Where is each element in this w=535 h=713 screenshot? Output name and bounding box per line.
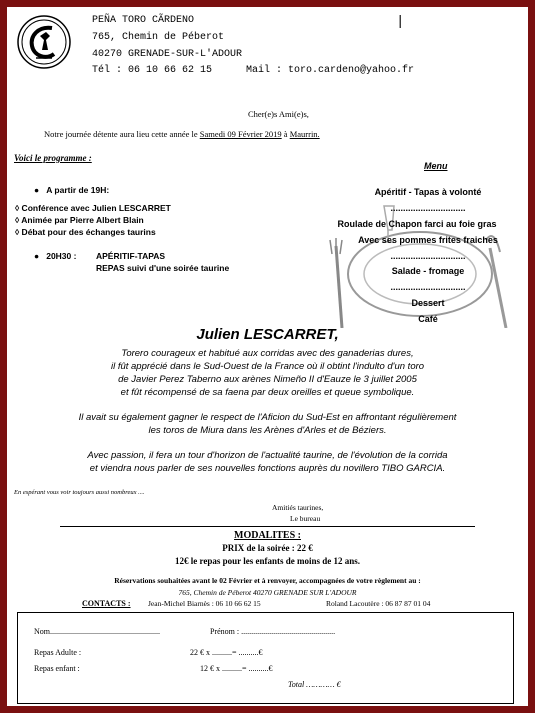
pena-logo-icon [16,14,72,70]
para3-line-2: et viendra nous parler de ses nouvelles fonctions auprès du novillero TIBO GARCIA. [89,463,446,474]
address-line-2: 40270 GRENADE-SUR-L'ADOUR [92,49,243,60]
program-time-1-text: A partir de 19H: [46,185,110,195]
menu-dots-1: .............................. [390,203,466,213]
menu-dots-2: .............................. [390,251,466,261]
para2-line-2: les toros de Miura dans les Arènes d'Arles et de Béziers. [148,425,387,436]
form-total[interactable]: Total ………… € [288,680,341,689]
para1-line-1: Torero courageux et habitué aux corridas avec des ganaderias dures, [121,348,414,359]
program-repas: REPAS suivi d'une soirée taurine [96,263,230,273]
greeting: Cher(e)s Ami(e)s, [248,109,309,119]
modalites-price: PRIX de la soirée : 22 € [222,543,313,553]
program-title: Voici le programme : [14,153,92,163]
email: Mail : toro.cardeno@yahoo.fr [246,65,415,76]
menu-line-1: Apéritif - Tapas à volonté [374,187,482,197]
program-time-1: ● A partir de 19H: [34,185,110,195]
form-enfant-label: Repas enfant : [34,664,80,673]
form-nom-field[interactable]: Nom....................................................... [34,627,160,636]
closing-regards: Amitiés taurines, [272,503,324,512]
program-item-2: ◊ Animée par Pierre Albert Blain [15,215,144,225]
modalites-kids: 12€ le repas pour les enfants de moins de 12 ans. [175,556,360,566]
form-adulte-label: Repas Adulte : [34,648,82,657]
form-prenom-field[interactable]: Prénom : ............................................... [210,627,336,636]
program-item-1: ◊ Conférence avec Julien LESCARRET [15,203,171,213]
intro-at: à [283,129,288,139]
program-time-2: ● 20H30 : [34,251,77,261]
event-date: Samedi 09 Février 2019 [199,129,282,139]
form-enfant-calc[interactable]: 12 € x ..........= ..........€ [200,664,273,673]
menu-line-4: Salade - fromage [391,266,465,276]
para2-line-1: Il avait su également gagner le respect de l'Aficion du Sud-Est en affrontant régulièrement [78,412,457,423]
menu-dots-3: .............................. [390,282,466,292]
modalites-address: 765, Chemin de Péberot 40270 GRENADE SUR L'ADOUR [178,588,357,597]
contact-2: Roland Lacoutère : 06 87 87 01 04 [326,599,431,608]
speaker-name: Julien LESCARRET, [196,326,339,343]
menu-line-6: Café [418,314,438,324]
modalites-title: MODALITES : [234,530,301,541]
para3-line-1: Avec passion, il fera un tour d'horizon de l'actualité taurine, de l'évolution de la corrida [87,450,448,461]
program-item-3: ◊ Débat pour des échanges taurins [15,227,156,237]
menu-line-5: Dessert [411,298,445,308]
menu-line-2: Roulade de Chapon farci au foie gras [337,219,497,229]
closing-hope: En espérant vous voir toujours aussi nombreux .... [14,489,145,496]
intro-prefix: Notre journée détente aura lieu cette année le [44,129,198,139]
phone: Tél : 06 10 66 62 15 [92,65,213,76]
program-aperitif: APÉRITIF-TAPAS [96,251,166,261]
para1-line-2: il fût apprécié dans le Sud-Ouest de la France où il obtint l'indulto d'un toro [110,361,425,372]
text-cursor: | [396,14,405,30]
para1-line-3: de Javier Perez Taberno aux arènes Nimeño II d'Eauze le 3 juillet 2005 [118,374,417,385]
registration-form [17,612,514,704]
menu-line-3: Avec ses pommes frites fraiches [358,235,498,245]
form-adulte-calc[interactable]: 22 € x ..........= ..........€ [190,648,263,657]
pena-name: PEÑA TORO CÃRDENO [92,15,195,26]
contact-1: Jean-Michel Biarnès : 06 10 66 62 15 [148,599,261,608]
address-line-1: 765, Chemin de Péberot [92,32,225,43]
event-place: Maurrin. [289,129,320,139]
program-time-2-text: 20H30 : [46,251,77,261]
para1-line-4: et fût récompensé de sa faena par deux oreilles et queue symbolique. [120,387,415,398]
modalites-reservation: Réservations souhaitées avant le 02 Février et à renvoyer, accompagnées de votre règlement au : [114,576,421,585]
contacts-label: CONTACTS : [82,599,131,608]
separator-line [60,526,475,527]
closing-signature: Le bureau [290,514,321,523]
menu-title: Menu [424,161,448,171]
intro-line [44,129,320,139]
